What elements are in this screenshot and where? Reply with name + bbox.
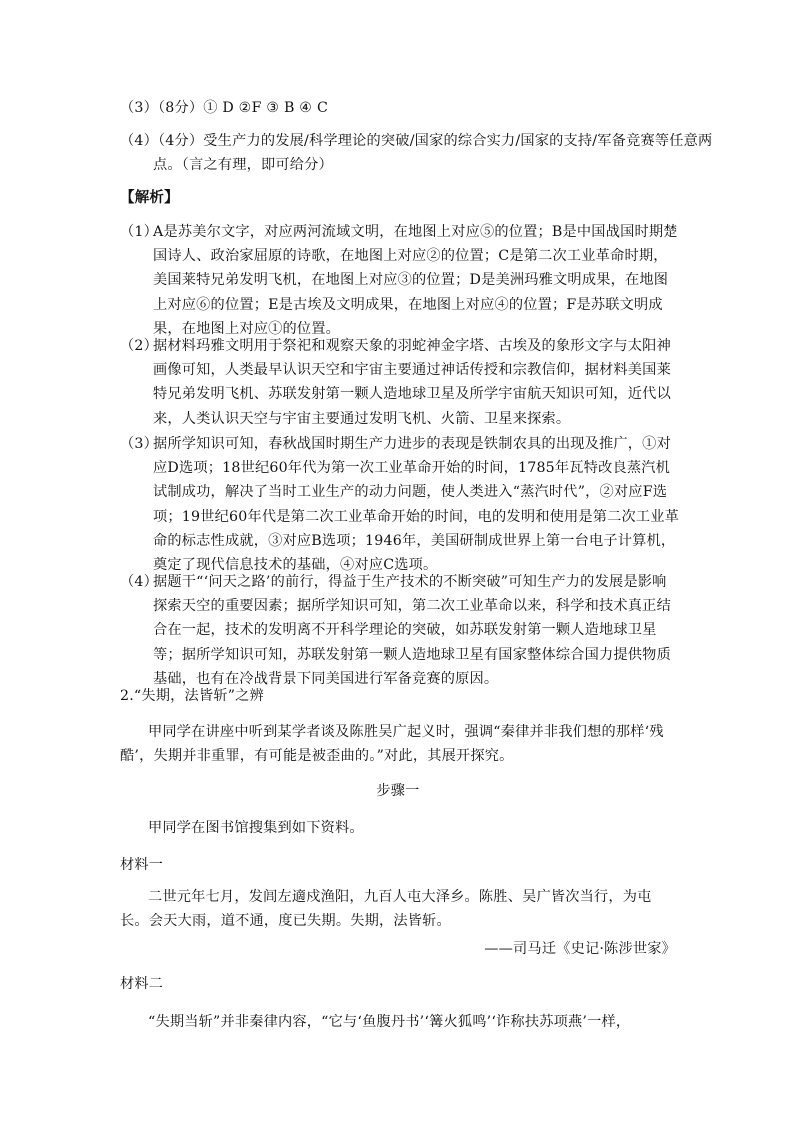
item-text: A是苏美尔文字，对应两河流域文明，在地图上对应⑤的位置；B是中国战国时期楚国诗人、政治家屈原的诗歌，在地图上对应②的位置；C是第二次工业革命时期，美国莱特兄弟发明飞机，在地图上对应③的位置；D是美洲玛雅文明成果，在地图上对应⑥的位置；E是古埃及文明成果，在地图上对应④的位置；F是苏联文明成果，在地图上对应①的位置。 bbox=[153, 224, 678, 337]
item-number: （3） bbox=[120, 436, 159, 452]
analysis-item-2 bbox=[120, 334, 680, 431]
item-number: （1） bbox=[120, 224, 159, 240]
item-text: 据所学知识可知，春秋战国时期生产力进步的表现是铁制农具的出现及推广，①对应D选项；18世纪60年代为第一次工业革命开始的时间，1785年瓦特改良蒸汽机试制成功，解决了当时工业生产的动力问题，使人类进入“蒸汽时代”，②对应F选项；19世纪60年代是第二次工业革命开始的时间，电的发明和使用是第二次工业革命的标志性成就，③对应B选项；1946年，美国研制成世界上第一台电子计算机，奠定了现代信息技术的基础，④对应C选项。 bbox=[153, 436, 680, 574]
step-heading: 步骤一 bbox=[376, 783, 420, 799]
analysis-item-3 bbox=[120, 432, 680, 577]
item-number: （2） bbox=[120, 338, 159, 354]
material-2-label: 材料二 bbox=[120, 976, 164, 992]
item-text: 据题干“‘问天之路’的前行，得益于生产技术的不断突破”可知生产力的发展是影响探索天空的重要因素；据所学知识可知，第二次工业革命以来，科学和技术真正结合在一起，技术的发明离不开科学理论的突破，如苏联发射第一颗人造地球卫星等；据所学知识可知，苏联发射第一颗人造地球卫星有国家整体综合国力提供物质基础，也有在冷战背景下同美国进行军备竞赛的原因。 bbox=[153, 574, 671, 687]
answer-3: （3）（8分）① D ②F ③ B ④ C bbox=[120, 100, 328, 116]
question-2-title: 2.“失期，法皆斩”之辨 bbox=[120, 688, 264, 704]
analysis-item-4 bbox=[120, 570, 680, 691]
material-2-text: “失期当斩”并非秦律内容，“它与‘鱼腹丹书’‘篝火狐鸣’‘诈称扶苏项燕’一样， bbox=[148, 1014, 631, 1030]
material-1-source: ——司马迁《史记·陈涉世家》 bbox=[484, 941, 676, 957]
item-number: （4） bbox=[120, 574, 159, 590]
step-text: 甲同学在图书馆搜集到如下资料。 bbox=[148, 820, 364, 836]
analysis-item-1 bbox=[120, 220, 680, 341]
analysis-heading: 【解析】 bbox=[120, 189, 179, 206]
material-1-label: 材料一 bbox=[120, 857, 164, 873]
item-text: 据材料玛雅文明用于祭祀和观察天象的羽蛇神金字塔、古埃及的象形文字与太阳神画像可知，人类最早认识天空和宇宙主要通过神话传授和宗教信仰，据材料美国莱特兄弟发明飞机、苏联发射第一颗人造地球卫星及所学宇宙航天知识可知，近代以来，人类认识天空与宇宙主要通过发明飞机、火箭、卫星来探索。 bbox=[153, 338, 671, 427]
material-1-text: 二世元年七月，发闾左適戍渔阳，九百人屯大泽乡。陈胜、吴广皆次当行，为屯长。会天大雨，道不通，度已失期。失期，法皆斩。 bbox=[120, 889, 652, 930]
answer-4: （4）（4分）受生产力的发展/科学理论的突破/国家的综合实力/国家的支持/军备竞赛等任意两点。（言之有理，即可给分） bbox=[120, 133, 713, 174]
question-2-intro: 甲同学在讲座中听到某学者谈及陈胜吴广起义时，强调“秦律并非我们想的那样‘残酷’，失期并非重罪，有可能是被歪曲的。”对此，其展开探究。 bbox=[120, 724, 664, 765]
